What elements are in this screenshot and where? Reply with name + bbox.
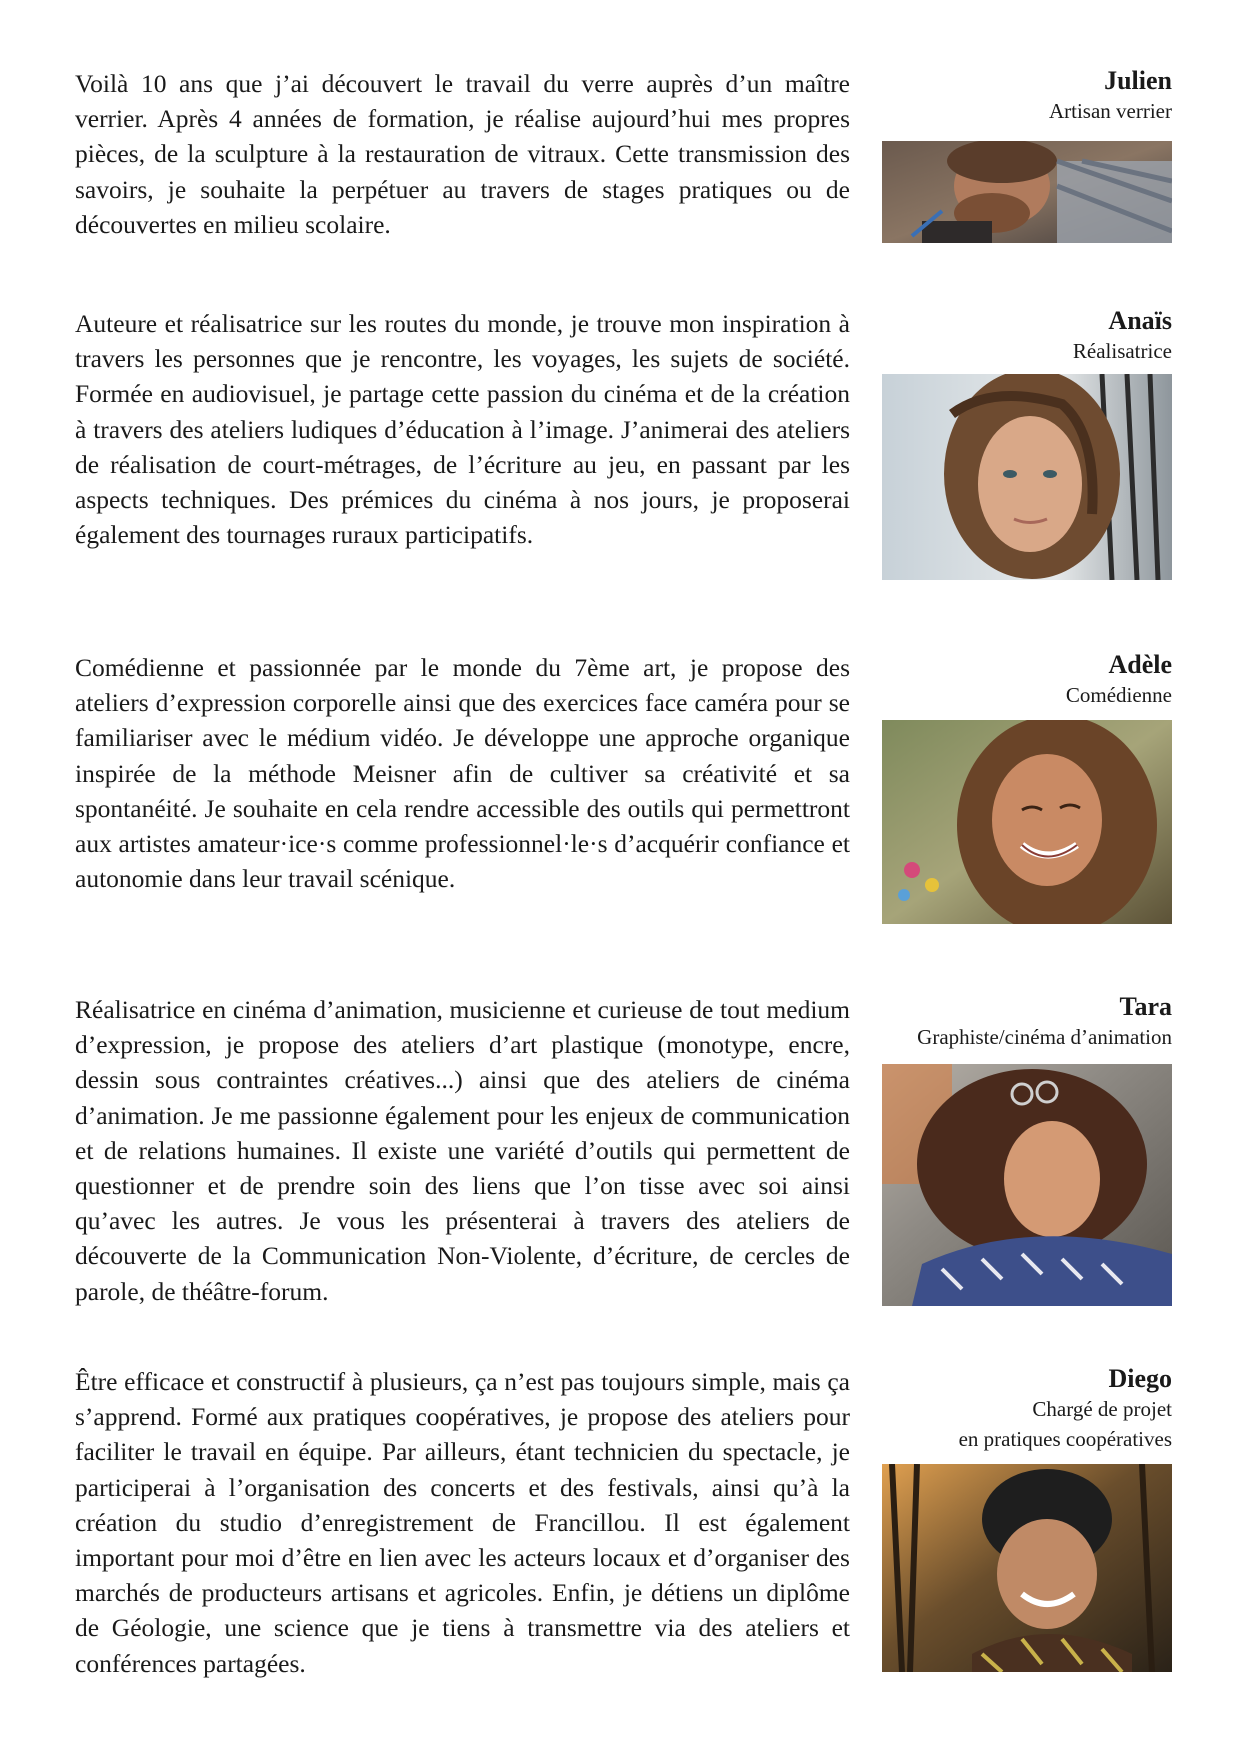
profile-diego [0, 1364, 1240, 1684]
profile-name: Adèle [1108, 650, 1172, 679]
profile-bio: Réalisatrice en cinéma d’animation, musicienne et curieuse de tout medium d’expression, je propose des ateliers d’art plastique (monotype, encre, dessin sous contraintes créatives...) ainsi que des ateliers de cinéma d’animation. Je me passionne également pour les enjeux de communication et de relations humaines. Il existe une variété d’outils qui permettent de questionner et de prendre soin des liens que l’on tisse avec soi ainsi qu’avec les autres. Je vous les présenterai à travers des ateliers de découverte de la Communication Non-Violente, d’écriture, de cercles de parole, de théâtre-forum. [75, 995, 850, 1306]
profile-role-line-2: en pratiques coopératives [958, 1427, 1172, 1451]
profile-header [862, 306, 1172, 366]
profile-name: Anaïs [1108, 306, 1172, 335]
portrait-project-manager-photo [882, 1464, 1172, 1672]
portrait-graphic-designer-photo [882, 1064, 1172, 1306]
portrait-glassblower-photo [882, 141, 1172, 243]
profile-role: Réalisatrice [1072, 339, 1172, 363]
profile-bio: Être efficace et constructif à plusieurs, ça n’est pas toujours simple, mais ça s’apprend. Formé aux pratiques coopératives, je propose des ateliers pour faciliter le travail en équipe. Par ailleurs, étant technicien du spectacle, je participerai à l’organisation des concerts et des festivals, ainsi qu’à la création du studio d’enregistrement de Francillou. Il est également important pour moi d’être en lien avec les acteurs locaux et d’organiser des marchés de producteurs artisans et agricoles. Enfin, je détiens un diplôme de Géologie, une science que je tiens à transmettre via des ateliers et conférences partagées. [75, 1367, 850, 1678]
profile-role: Graphiste/cinéma d’animation [917, 1025, 1172, 1049]
profile-role-line-1: Chargé de projet [1032, 1397, 1172, 1421]
profile-header [862, 992, 1172, 1052]
profile-julien [0, 66, 1240, 246]
profile-bio: Comédienne et passionnée par le monde du 7ème art, je propose des ateliers d’expression corporelle ainsi que des exercices face caméra pour se familiariser avec le médium vidéo. Je développe une approche organique inspirée de la méthode Meisner afin de cultiver sa créativité et sa spontanéité. Je souhaite en cela rendre accessible des outils qui permettront aux artistes amateur·ice·s comme professionnel·le·s d’acquérir confiance et autonomie dans leur travail scénique. [75, 653, 850, 894]
profile-bio: Auteure et réalisatrice sur les routes du monde, je trouve mon inspiration à travers les personnes que je rencontre, les voyages, les sujets de société. Formée en audiovisuel, je partage cette passion du cinéma et de la création à travers des ateliers ludiques d’éducation à l’image. J’animerai des ateliers de réalisation de court-métrages, de l’écriture au jeu, en passant par les aspects techniques. Des prémices du cinéma à nos jours, je proposerai également des tournages ruraux participatifs. [75, 309, 850, 550]
profile-bio: Voilà 10 ans que j’ai découvert le travail du verre auprès d’un maître verrier. Après 4 années de formation, je réalise aujourd’hui mes propres pièces, de la sculpture à la restauration de vitraux. Cette transmission des savoirs, je souhaite la perpétuer au travers de stages pratiques ou de découvertes en milieu scolaire. [75, 69, 850, 239]
profile-header [862, 650, 1172, 710]
portrait-actress-photo [882, 720, 1172, 924]
profile-header [862, 1364, 1172, 1454]
profile-name: Julien [1104, 66, 1172, 95]
profile-role: Comédienne [1065, 683, 1172, 707]
profile-header [862, 66, 1172, 126]
portrait-director-photo [882, 374, 1172, 580]
profile-adele [0, 650, 1240, 930]
profile-role: Artisan verrier [1048, 99, 1172, 123]
profile-name: Diego [1108, 1364, 1172, 1393]
profile-anais [0, 306, 1240, 586]
profile-tara [0, 992, 1240, 1306]
profile-name: Tara [1119, 992, 1172, 1021]
